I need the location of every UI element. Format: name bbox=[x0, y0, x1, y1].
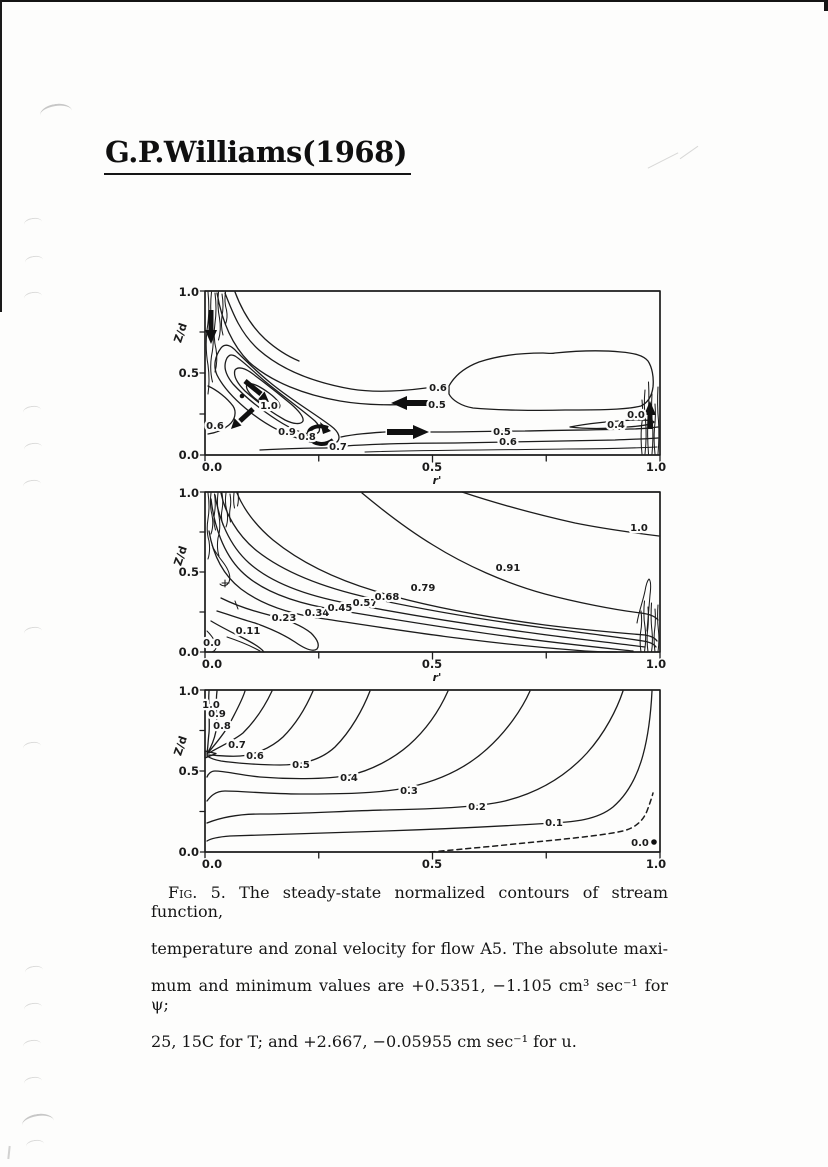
caption-line: temperature and zonal velocity for flow A5. The absolute maxi- bbox=[151, 938, 668, 958]
x-tick-label: 0.5 bbox=[421, 657, 443, 671]
y-tick-label: 0.0 bbox=[178, 645, 199, 659]
contour-label: 0.45 bbox=[327, 603, 353, 614]
contour-label: 0.6 bbox=[246, 751, 264, 762]
scan-scratch bbox=[680, 146, 699, 159]
contour-label: 0.5 bbox=[292, 760, 310, 771]
binding-mark bbox=[23, 291, 42, 304]
contour-lines bbox=[205, 691, 657, 852]
x-tick-label: 0.5 bbox=[421, 460, 443, 474]
binding-mark bbox=[23, 217, 42, 230]
contour-label: 1.0 bbox=[202, 700, 220, 711]
plot-zonal-velocity bbox=[165, 681, 685, 873]
x-tick-label: 1.0 bbox=[645, 657, 667, 671]
zero-contour-dashed bbox=[430, 793, 653, 852]
scan-edge-top bbox=[0, 0, 828, 2]
x-axis-title: r' bbox=[432, 671, 442, 684]
contour-label: 0.5 bbox=[428, 400, 446, 411]
vortex-center-dot bbox=[240, 394, 245, 399]
contour-label: 0.34 bbox=[304, 608, 330, 619]
contour-label: 0.8 bbox=[213, 721, 231, 732]
contour-label: 0.11 bbox=[235, 626, 261, 637]
contour-label: 0.79 bbox=[410, 583, 436, 594]
contour-lines bbox=[207, 492, 659, 652]
contour-label: 0.8 bbox=[298, 432, 316, 443]
page-title: G.P.Williams(1968) bbox=[104, 137, 411, 175]
x-tick-label: 0.5 bbox=[421, 857, 443, 871]
y-tick-label: 0.0 bbox=[178, 448, 199, 462]
axes-frame bbox=[197, 291, 660, 462]
binding-mark bbox=[25, 1139, 44, 1152]
binding-mark bbox=[22, 1039, 41, 1052]
curl-arrowhead-icon bbox=[320, 422, 331, 434]
contour-label: 1.0 bbox=[260, 401, 278, 412]
y-tick-label: 1.0 bbox=[178, 486, 199, 500]
plot-labels bbox=[171, 684, 666, 871]
contour-label: 0.4 bbox=[340, 773, 358, 784]
contour-label: 0.4 bbox=[607, 420, 625, 431]
y-axis-title: Z/d bbox=[171, 544, 190, 568]
binding-mark bbox=[23, 442, 42, 455]
axes-frame bbox=[197, 690, 660, 859]
contour-lines bbox=[206, 292, 659, 454]
contour-label: 0.3 bbox=[400, 786, 418, 797]
binding-mark bbox=[22, 479, 41, 492]
x-tick-label: 0.0 bbox=[201, 857, 223, 871]
binding-mark bbox=[23, 1076, 42, 1089]
y-tick-label: 1.0 bbox=[178, 285, 199, 299]
plot-stream-function bbox=[165, 282, 685, 492]
plot-temperature bbox=[165, 483, 685, 690]
scan-mark bbox=[7, 1146, 10, 1159]
y-axis-title: Z/d bbox=[171, 321, 190, 345]
contour-label: 0.6 bbox=[206, 421, 224, 432]
contour-label: 0.7 bbox=[329, 442, 347, 453]
binding-mark bbox=[24, 965, 43, 978]
contour-label: 0.57 bbox=[352, 598, 378, 609]
contour-label: 0.7 bbox=[228, 740, 246, 751]
binding-mark bbox=[23, 626, 42, 639]
y-tick-label: 0.5 bbox=[178, 366, 199, 380]
contour-label: 0.6 bbox=[429, 383, 447, 394]
y-tick-label: 0.5 bbox=[178, 565, 199, 579]
contour-label: 0.6 bbox=[499, 437, 517, 448]
scan-edge-left bbox=[0, 0, 2, 312]
y-tick-label: 0.5 bbox=[178, 764, 199, 778]
binding-mark bbox=[23, 1002, 42, 1015]
binding-mark bbox=[39, 102, 73, 125]
binding-mark bbox=[24, 255, 43, 268]
y-tick-label: 0.0 bbox=[178, 845, 199, 859]
corner-dot bbox=[651, 839, 657, 845]
contour-label: 1.0 bbox=[630, 523, 648, 534]
scan-edge-corner bbox=[824, 0, 828, 11]
contour-label: 0.1 bbox=[545, 818, 563, 829]
contour-label: 0.0 bbox=[631, 838, 649, 849]
left-arrow-icon bbox=[391, 396, 407, 410]
plot-labels bbox=[171, 486, 666, 684]
binding-mark bbox=[22, 741, 41, 754]
y-tick-label: 1.0 bbox=[178, 684, 199, 698]
caption-line: mum and minimum values are +0.5351, −1.105 cm³ sec⁻¹ for ψ; bbox=[151, 975, 668, 1014]
binding-mark bbox=[22, 405, 41, 418]
contour-label: 0.0 bbox=[627, 410, 645, 421]
x-axis-title: r' bbox=[432, 474, 442, 487]
contour-label: 0.23 bbox=[271, 613, 297, 624]
x-tick-label: 1.0 bbox=[645, 460, 667, 474]
contour-label: 0.2 bbox=[468, 802, 486, 813]
x-tick-label: 0.0 bbox=[201, 657, 223, 671]
caption-line: 25, 15C for T; and +2.667, −0.05955 cm sec⁻¹ for u. bbox=[151, 1031, 577, 1051]
x-tick-label: 1.0 bbox=[645, 857, 667, 871]
caption-text: The steady-state normalized contours of stream function, bbox=[151, 883, 669, 921]
right-arrow-icon bbox=[413, 425, 429, 439]
contour-label: 0.68 bbox=[374, 592, 400, 603]
contour-label: 0.0 bbox=[203, 638, 221, 649]
y-axis-title: Z/d bbox=[171, 734, 190, 758]
contour-label: 0.9 bbox=[208, 709, 226, 720]
contour-label: 0.9 bbox=[278, 427, 296, 438]
binding-mark bbox=[21, 1112, 55, 1135]
scan-scratch bbox=[648, 152, 679, 168]
contour-label: 0.91 bbox=[495, 563, 521, 574]
figure-caption bbox=[151, 884, 668, 1051]
contour-label: 0.5 bbox=[493, 427, 511, 438]
caption-line bbox=[151, 884, 668, 940]
x-tick-label: 0.0 bbox=[201, 460, 223, 474]
figure-number: Fig. 5. bbox=[168, 883, 226, 902]
